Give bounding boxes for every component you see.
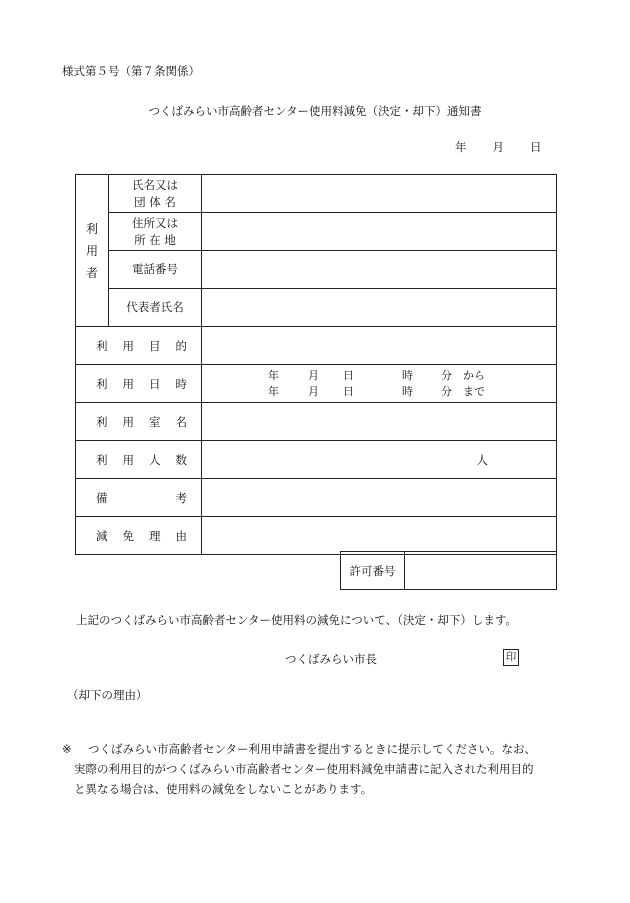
date-month: 月 [492,140,504,154]
representative-label: 代表者氏名 [109,289,202,327]
date-day: 日 [530,140,542,154]
datetime-field[interactable] [202,365,557,403]
room-field[interactable] [202,403,557,441]
permit-number-table [340,551,557,590]
purpose-label: 利 用 目 的 [76,327,202,365]
footnote [62,739,582,799]
room-label: 利 用 室 名 [76,403,202,441]
phone-field[interactable] [202,251,557,289]
date-year: 年 [455,140,467,154]
address-field[interactable] [202,213,557,251]
remarks-label: 備 考 [76,479,202,517]
count-field[interactable]: 人 [202,441,557,479]
remarks-field[interactable] [202,479,557,517]
decision-statement: 上記のつくばみらい市高齢者センター使用料の減免について、（決定・却下）します。 [76,613,517,627]
representative-field[interactable] [202,289,557,327]
note-line: と異なる場合は、使用料の減免をしないことがあります。 [74,782,373,796]
application-table [75,174,557,555]
datetime-to: 年 月 日 時 分 まで [268,384,485,398]
name-field[interactable] [202,175,557,213]
purpose-field[interactable] [202,327,557,365]
mayor-signature: つくばみらい市長 [285,652,377,666]
datetime-label: 利 用 日 時 [76,365,202,403]
note-mark: ※ [62,742,72,756]
count-label: 利 用 人 数 [76,441,202,479]
rejection-reason-label: （却下の理由） [67,688,148,702]
phone-label: 電話番号 [109,251,202,289]
date-line [455,139,542,155]
document-title: つくばみらい市高齢者センター使用料減免（決定・却下）通知書 [148,104,482,118]
user-group-label: 利 用 者 [76,175,109,327]
address-label: 住所又は 所 在 地 [109,213,202,251]
permit-number-label: 許可番号 [341,552,405,590]
note-line: 実際の利用目的がつくばみらい市高齢者センター使用料減免申請書に記入された利用目的 [74,762,534,776]
datetime-from: 年 月 日 時 分 から [268,368,485,382]
name-label: 氏名又は 団 体 名 [109,175,202,213]
form-id: 様式第５号（第７条関係） [62,64,200,78]
note-line: つくばみらい市高齢者センター利用申請書を提出するときに提示してください。なお、 [88,742,537,756]
reason-field[interactable] [202,517,557,555]
reason-label: 減 免 理 由 [76,517,202,555]
seal-stamp: 印 [503,649,519,666]
permit-number-field[interactable] [405,552,557,590]
